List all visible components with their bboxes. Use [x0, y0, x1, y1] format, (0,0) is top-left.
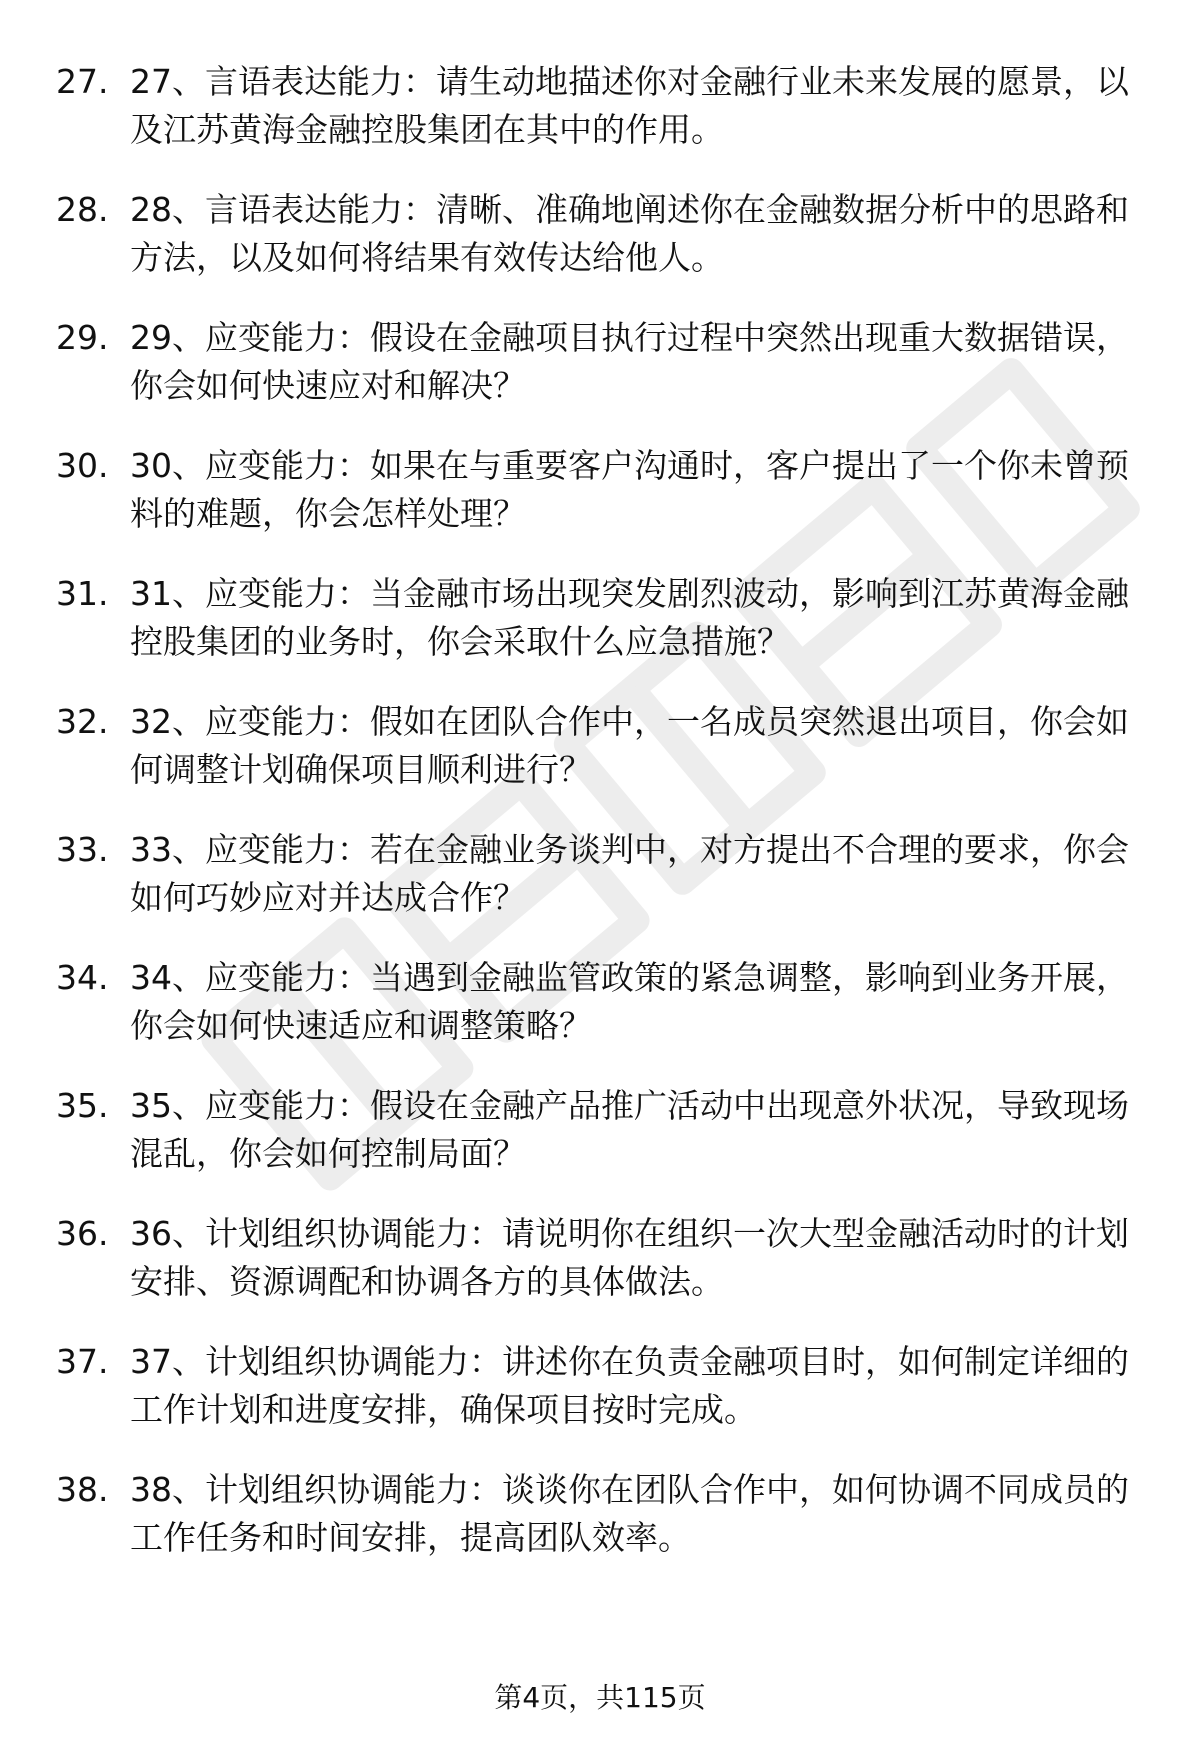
- question-number: 29.: [56, 318, 109, 357]
- question-number: 36.: [56, 1214, 109, 1253]
- question-text: 28、言语表达能力：清晰、准确地阐述你在金融数据分析中的思路和方法，以及如何将结果有效传达给他人。: [130, 190, 1129, 277]
- question-number: 31.: [56, 574, 109, 613]
- list-item: [0, 1210, 1200, 1338]
- list-item: [0, 442, 1200, 570]
- question-number: 34.: [56, 958, 109, 997]
- list-item: [0, 698, 1200, 826]
- question-number: 32.: [56, 702, 109, 741]
- question-text: 31、应变能力：当金融市场出现突发剧烈波动，影响到江苏黄海金融控股集团的业务时，你会采取什么应急措施？: [130, 574, 1129, 661]
- question-number: 33.: [56, 830, 109, 869]
- question-text: 30、应变能力：如果在与重要客户沟通时，客户提出了一个你未曾预料的难题，你会怎样处理？: [130, 446, 1129, 533]
- list-item: [0, 826, 1200, 954]
- question-number: 37.: [56, 1342, 109, 1381]
- question-text: 35、应变能力：假设在金融产品推广活动中出现意外状况，导致现场混乱，你会如何控制局面？: [130, 1086, 1129, 1173]
- list-item: [0, 1338, 1200, 1466]
- question-list: [0, 58, 1200, 1594]
- question-text: 36、计划组织协调能力：请说明你在组织一次大型金融活动时的计划安排、资源调配和协调各方的具体做法。: [130, 1214, 1129, 1301]
- question-number: 28.: [56, 190, 109, 229]
- question-text: 37、计划组织协调能力：讲述你在负责金融项目时，如何制定详细的工作计划和进度安排，确保项目按时完成。: [130, 1342, 1129, 1429]
- question-text: 27、言语表达能力：请生动地描述你对金融行业未来发展的愿景，以及江苏黄海金融控股集团在其中的作用。: [130, 62, 1129, 149]
- question-number: 27.: [56, 62, 109, 101]
- list-item: [0, 954, 1200, 1082]
- question-text: 34、应变能力：当遇到金融监管政策的紧急调整，影响到业务开展，你会如何快速适应和调整策略？: [130, 958, 1129, 1045]
- list-item: [0, 314, 1200, 442]
- question-text: 33、应变能力：若在金融业务谈判中，对方提出不合理的要求，你会如何巧妙应对并达成合作？: [130, 830, 1129, 917]
- page-footer: [0, 1678, 1200, 1718]
- list-item: [0, 58, 1200, 186]
- question-number: 30.: [56, 446, 109, 485]
- question-text: 32、应变能力：假如在团队合作中，一名成员突然退出项目，你会如何调整计划确保项目顺利进行？: [130, 702, 1129, 789]
- question-number: 38.: [56, 1470, 109, 1509]
- question-text: 38、计划组织协调能力：谈谈你在团队合作中，如何协调不同成员的工作任务和时间安排，提高团队效率。: [130, 1470, 1129, 1557]
- question-text: 29、应变能力：假设在金融项目执行过程中突然出现重大数据错误，你会如何快速应对和解决？: [130, 318, 1129, 405]
- question-number: 35.: [56, 1086, 109, 1125]
- list-item: [0, 570, 1200, 698]
- list-item: [0, 186, 1200, 314]
- list-item: [0, 1466, 1200, 1594]
- page-number-label: 第4页，共115页: [494, 1681, 706, 1714]
- list-item: [0, 1082, 1200, 1210]
